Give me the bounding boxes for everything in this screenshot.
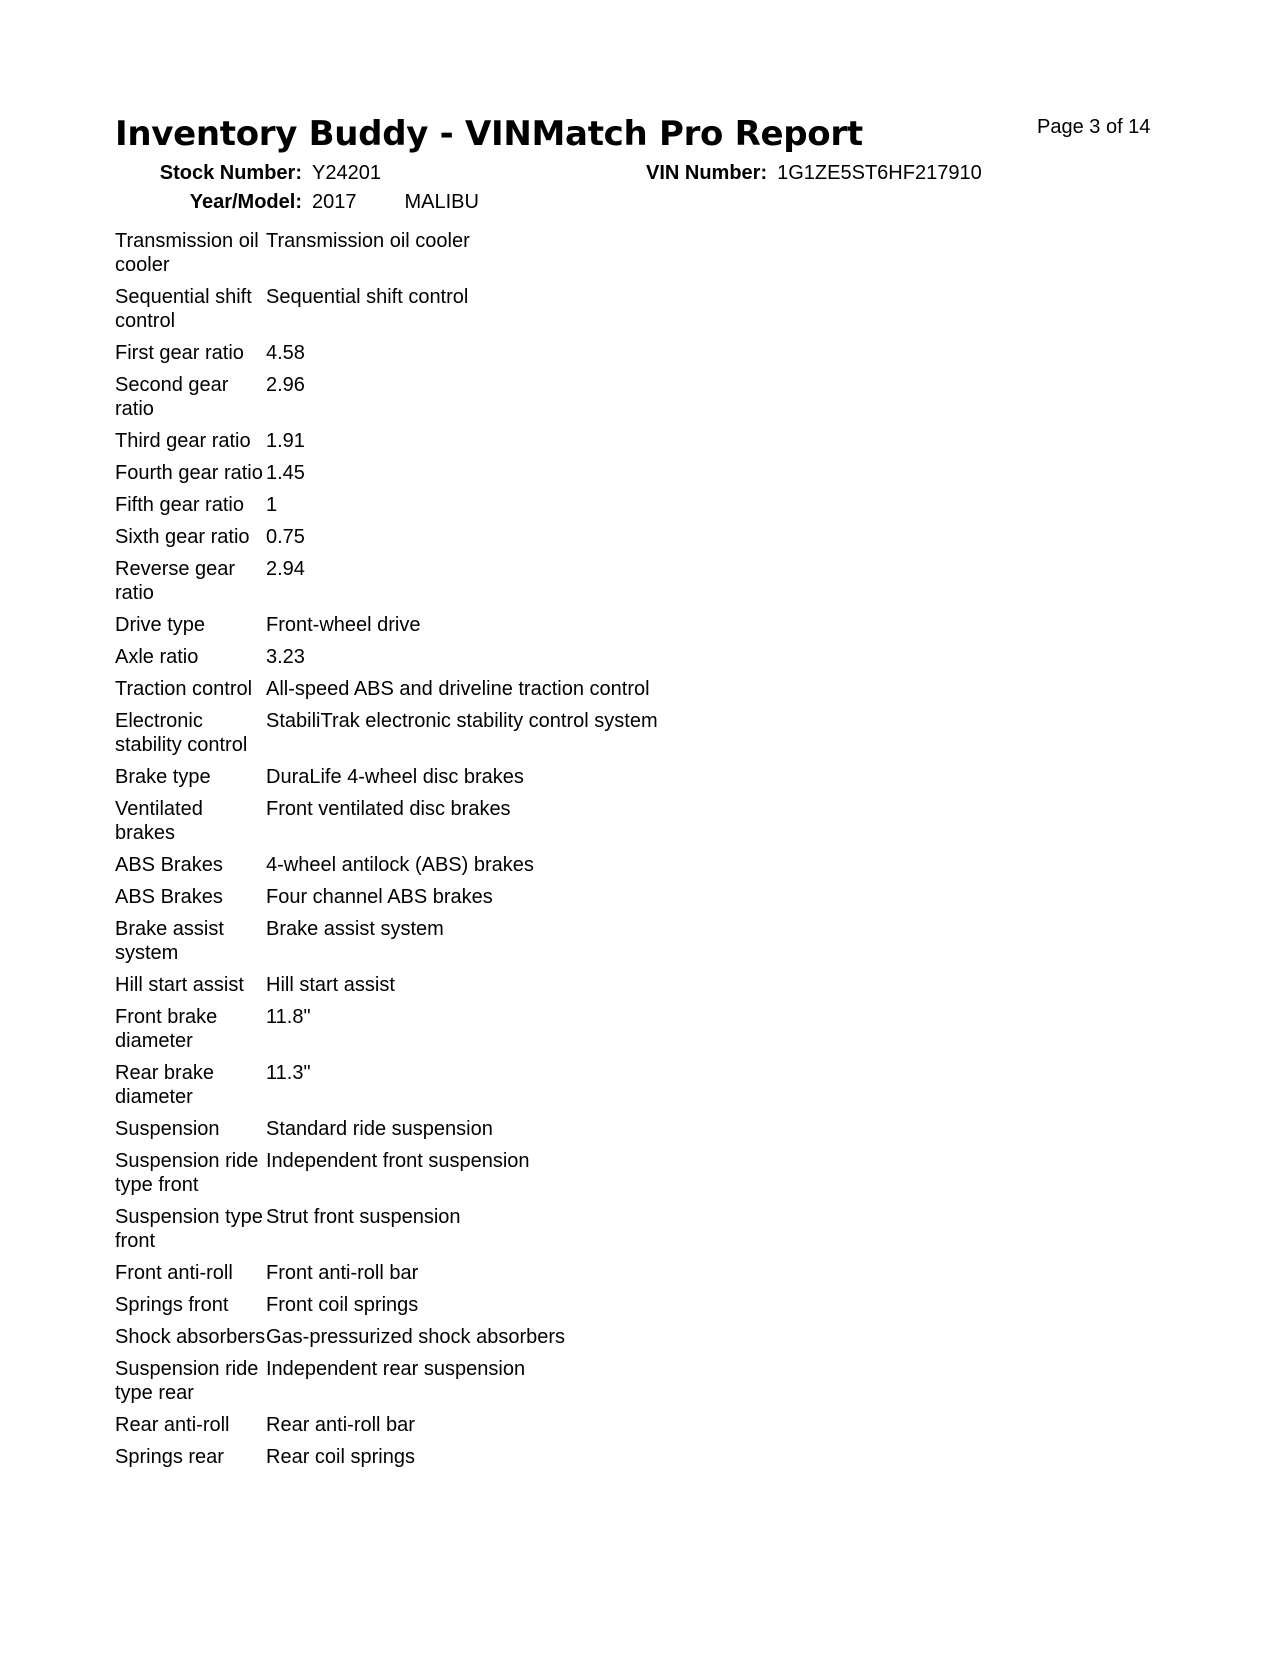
spec-list <box>115 229 755 1477</box>
spec-value: Front coil springs <box>266 1294 419 1316</box>
spec-value: Hill start assist <box>266 974 395 996</box>
year-value: 2017 <box>312 191 357 213</box>
spec-row <box>115 765 755 789</box>
spec-key: Axle ratio <box>115 646 199 668</box>
spec-value: 1.45 <box>266 462 305 484</box>
stock-number-value: Y24201 <box>312 162 381 184</box>
spec-row <box>115 557 755 605</box>
spec-value: 3.23 <box>266 646 305 668</box>
spec-value: Standard ride suspension <box>266 1118 493 1140</box>
spec-value: Brake assist system <box>266 918 444 940</box>
spec-key: Rear brake diameter <box>115 1062 214 1108</box>
spec-row <box>115 645 755 669</box>
spec-value: All-speed ABS and driveline traction control <box>266 678 650 700</box>
spec-row <box>115 1061 755 1109</box>
spec-value: 11.8" <box>266 1006 311 1028</box>
spec-key: Reverse gear ratio <box>115 558 236 604</box>
spec-row <box>115 1261 755 1285</box>
spec-value: DuraLife 4-wheel disc brakes <box>266 766 524 788</box>
spec-key: Hill start assist <box>115 974 244 996</box>
spec-row <box>115 1357 755 1405</box>
spec-value: Rear anti-roll bar <box>266 1414 415 1436</box>
spec-row <box>115 341 755 365</box>
spec-value: 11.3" <box>266 1062 311 1084</box>
spec-key: Fourth gear ratio <box>115 462 263 484</box>
spec-value: Front ventilated disc brakes <box>266 798 511 820</box>
spec-key: Shock absorbers <box>115 1326 266 1348</box>
spec-row <box>115 1293 755 1317</box>
spec-key: Rear anti-roll <box>115 1414 230 1436</box>
spec-row <box>115 1117 755 1141</box>
spec-row <box>115 285 755 333</box>
spec-value: 2.96 <box>266 374 305 396</box>
spec-key: Sixth gear ratio <box>115 526 250 548</box>
spec-value: Front anti-roll bar <box>266 1262 419 1284</box>
report-title: Inventory Buddy - VINMatch Pro Report <box>115 114 863 154</box>
year-model-line <box>155 191 479 214</box>
spec-key: Fifth gear ratio <box>115 494 244 516</box>
spec-value: Gas-pressurized shock absorbers <box>266 1326 566 1348</box>
spec-value: StabiliTrak electronic stability control system <box>266 710 658 732</box>
spec-value: Independent front suspension <box>266 1150 530 1172</box>
spec-key: Front anti-roll <box>115 1262 233 1284</box>
spec-row <box>115 853 755 877</box>
spec-key: Suspension type front <box>115 1206 263 1252</box>
spec-row <box>115 709 755 757</box>
spec-key: Brake assist system <box>115 918 224 964</box>
spec-key: Electronic stability control <box>115 710 248 756</box>
spec-key: Brake type <box>115 766 211 788</box>
spec-value: Strut front suspension <box>266 1206 461 1228</box>
spec-key: Springs front <box>115 1294 229 1316</box>
spec-key: Sequential shift control <box>115 286 252 332</box>
spec-key: Third gear ratio <box>115 430 251 452</box>
spec-key: Suspension ride type rear <box>115 1358 259 1404</box>
page-number: Page 3 of 14 <box>1037 116 1151 138</box>
spec-key: Transmission oil cooler <box>115 230 259 276</box>
spec-row <box>115 429 755 453</box>
spec-row <box>115 1205 755 1253</box>
spec-key: Springs rear <box>115 1446 224 1468</box>
spec-value: Sequential shift control <box>266 286 469 308</box>
spec-key: ABS Brakes <box>115 886 223 908</box>
year-model-label: Year/Model: <box>189 191 302 213</box>
spec-row <box>115 1325 755 1349</box>
spec-value: 1.91 <box>266 430 305 452</box>
model-value: MALIBU <box>404 191 479 213</box>
spec-value: Four channel ABS brakes <box>266 886 493 908</box>
spec-row <box>115 373 755 421</box>
spec-row <box>115 525 755 549</box>
spec-row <box>115 493 755 517</box>
stock-number-line <box>155 162 381 185</box>
spec-value: Transmission oil cooler <box>266 230 470 252</box>
spec-value: Rear coil springs <box>266 1446 415 1468</box>
vin-number-value: 1G1ZE5ST6HF217910 <box>777 162 982 184</box>
spec-value: 4.58 <box>266 342 305 364</box>
spec-key: Front brake diameter <box>115 1006 218 1052</box>
vin-number-line <box>646 162 982 185</box>
stock-number-label: Stock Number: <box>159 162 302 184</box>
spec-key: Second gear ratio <box>115 374 229 420</box>
spec-value: 0.75 <box>266 526 305 548</box>
spec-key: Traction control <box>115 678 253 700</box>
spec-row <box>115 885 755 909</box>
spec-key: First gear ratio <box>115 342 244 364</box>
spec-row <box>115 973 755 997</box>
spec-key: ABS Brakes <box>115 854 223 876</box>
spec-row <box>115 1413 755 1437</box>
spec-row <box>115 1445 755 1469</box>
spec-value: 4-wheel antilock (ABS) brakes <box>266 854 534 876</box>
spec-value: 2.94 <box>266 558 305 580</box>
spec-key: Suspension ride type front <box>115 1150 259 1196</box>
spec-value: Independent rear suspension <box>266 1358 526 1380</box>
spec-row <box>115 917 755 965</box>
spec-value: Front-wheel drive <box>266 614 421 636</box>
spec-row <box>115 1005 755 1053</box>
spec-row <box>115 1149 755 1197</box>
spec-row <box>115 229 755 277</box>
spec-row <box>115 461 755 485</box>
spec-row <box>115 677 755 701</box>
spec-key: Drive type <box>115 614 206 636</box>
spec-row <box>115 613 755 637</box>
spec-value: 1 <box>266 494 278 516</box>
vin-number-label: VIN Number: <box>646 162 768 184</box>
spec-key: Suspension <box>115 1118 220 1140</box>
spec-row <box>115 797 755 845</box>
spec-key: Ventilated brakes <box>115 798 203 844</box>
